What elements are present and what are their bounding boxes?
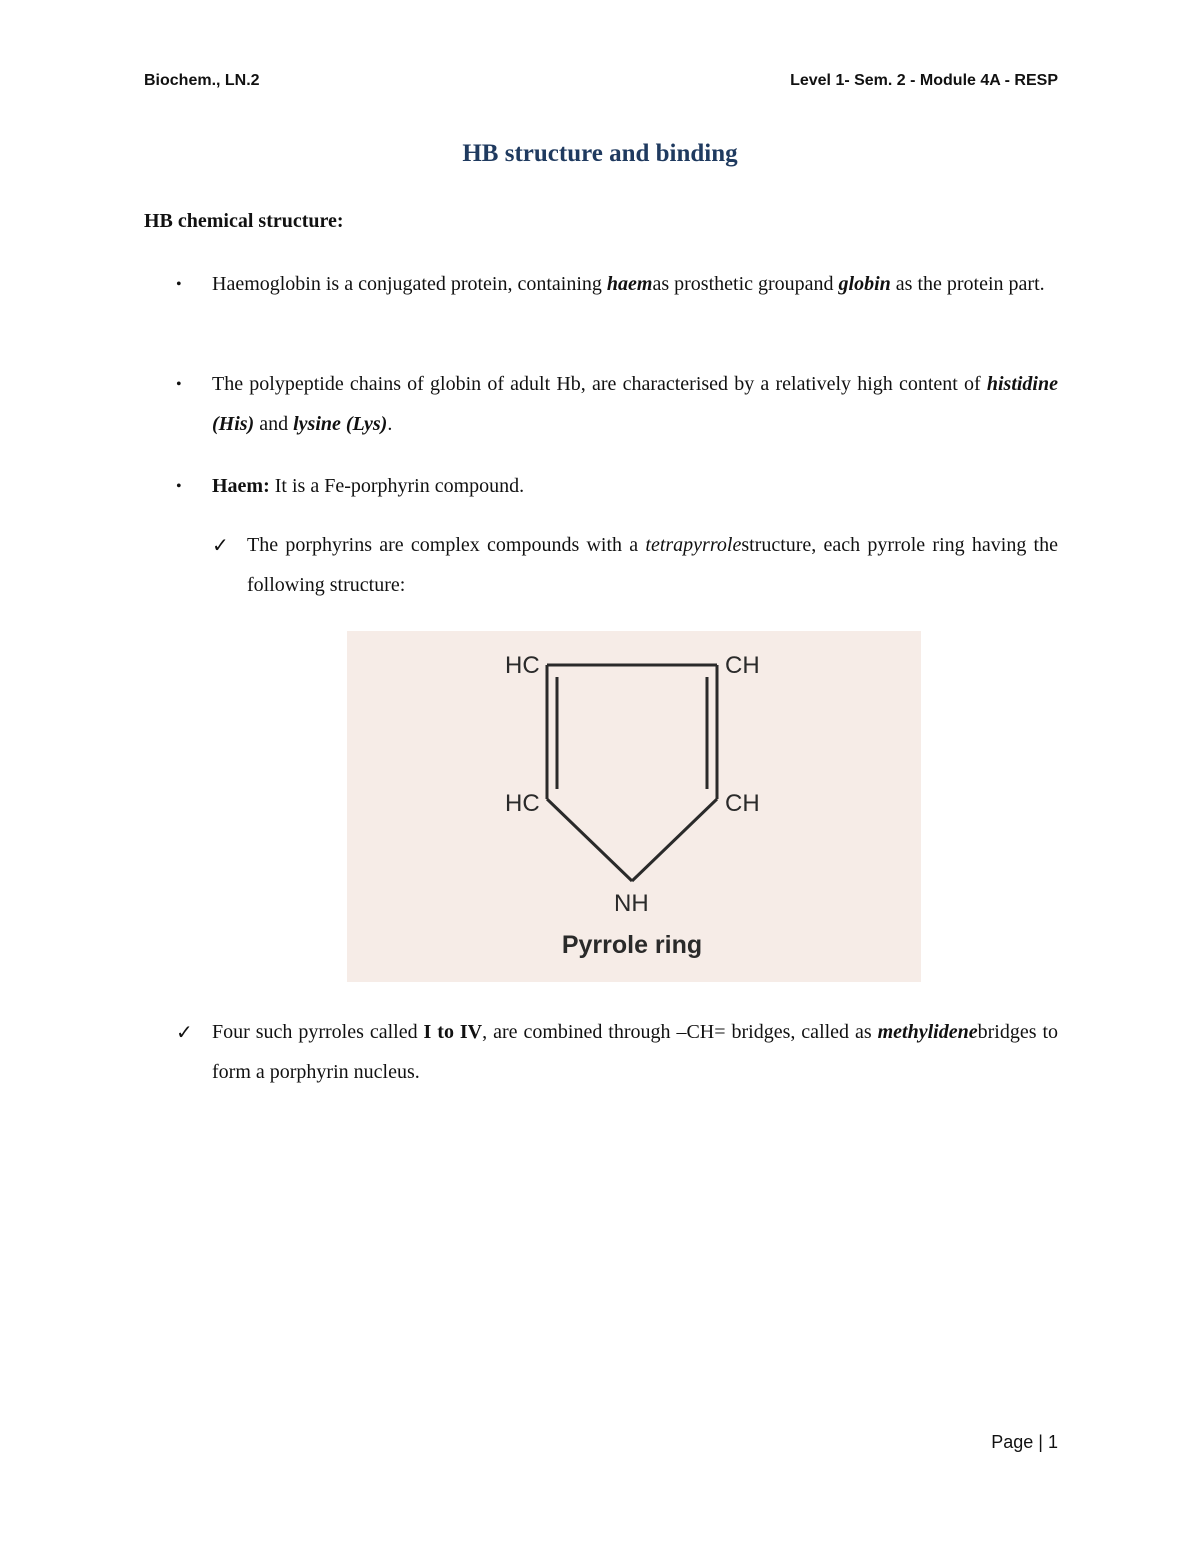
emphasis-lysine: lysine (Lys) — [293, 413, 388, 435]
pyrrole-ring-diagram — [347, 631, 921, 982]
text-run: bridges to form a porphyrin nucleus. — [212, 1021, 1058, 1083]
atom-label-mid-right: CH — [725, 790, 760, 817]
text-run: Four such pyrroles called — [212, 1021, 424, 1043]
check-item-four-pyrroles — [212, 1012, 1058, 1092]
atom-label-top-left: HC — [505, 652, 540, 679]
term-haem: Haem: — [212, 475, 270, 497]
text-run: It is a Fe-porphyrin compound. — [269, 475, 525, 497]
check-item-porphyrins — [247, 525, 1058, 605]
ring-bonds — [547, 665, 717, 881]
bond-left-nitrogen — [547, 799, 632, 881]
check-icon: ✓ — [212, 533, 229, 557]
text-run: as the protein part. — [890, 273, 1045, 295]
text-run: , are combined through –CH= bridges, called as — [482, 1021, 878, 1043]
figure-caption: Pyrrole ring — [561, 931, 703, 959]
emphasis-globin: globin — [838, 273, 891, 295]
atom-label-mid-left: HC — [505, 790, 540, 817]
page-title: HB structure and binding — [462, 140, 738, 167]
text-run: . — [387, 413, 393, 435]
check-icon: ✓ — [176, 1020, 193, 1044]
bullet-marker: • — [176, 276, 182, 293]
emphasis-methylidene: methylidene — [877, 1021, 978, 1043]
bullet-item-polypeptide-chains — [212, 364, 1058, 444]
emphasis-i-to-iv: I to IV — [423, 1021, 483, 1043]
atom-label-nitrogen: NH — [614, 890, 649, 917]
section-heading: HB chemical structure: — [144, 210, 344, 232]
bullet-item-haem — [212, 466, 1058, 506]
text-run: Haemoglobin is a conjugated protein, containing — [212, 273, 607, 295]
emphasis-tetrapyrrole: tetrapyrrole — [645, 534, 742, 556]
bullet-item-conjugated-protein — [212, 264, 1058, 304]
bond-right-nitrogen — [632, 799, 717, 881]
header-right: Level 1- Sem. 2 - Module 4A - RESP — [790, 72, 1058, 89]
emphasis-haem: haem — [606, 273, 653, 295]
bullet-marker: • — [176, 478, 182, 495]
pyrrole-ring-figure — [347, 631, 921, 982]
page-number: Page | 1 — [991, 1432, 1058, 1452]
text-run: structure, each pyrrole ring having the following structure: — [247, 534, 1058, 596]
header-left: Biochem., LN.2 — [144, 72, 260, 89]
text-run: and — [254, 413, 294, 435]
text-run: The polypeptide chains of globin of adult Hb, are characterised by a relatively high content of — [212, 373, 987, 395]
bullet-marker: • — [176, 376, 182, 393]
text-run: The porphyrins are complex compounds with a — [247, 534, 646, 556]
atom-label-top-right: CH — [725, 652, 760, 679]
text-run: as prosthetic groupand — [652, 273, 839, 295]
emphasis-histidine: histidine (His) — [212, 373, 1058, 435]
